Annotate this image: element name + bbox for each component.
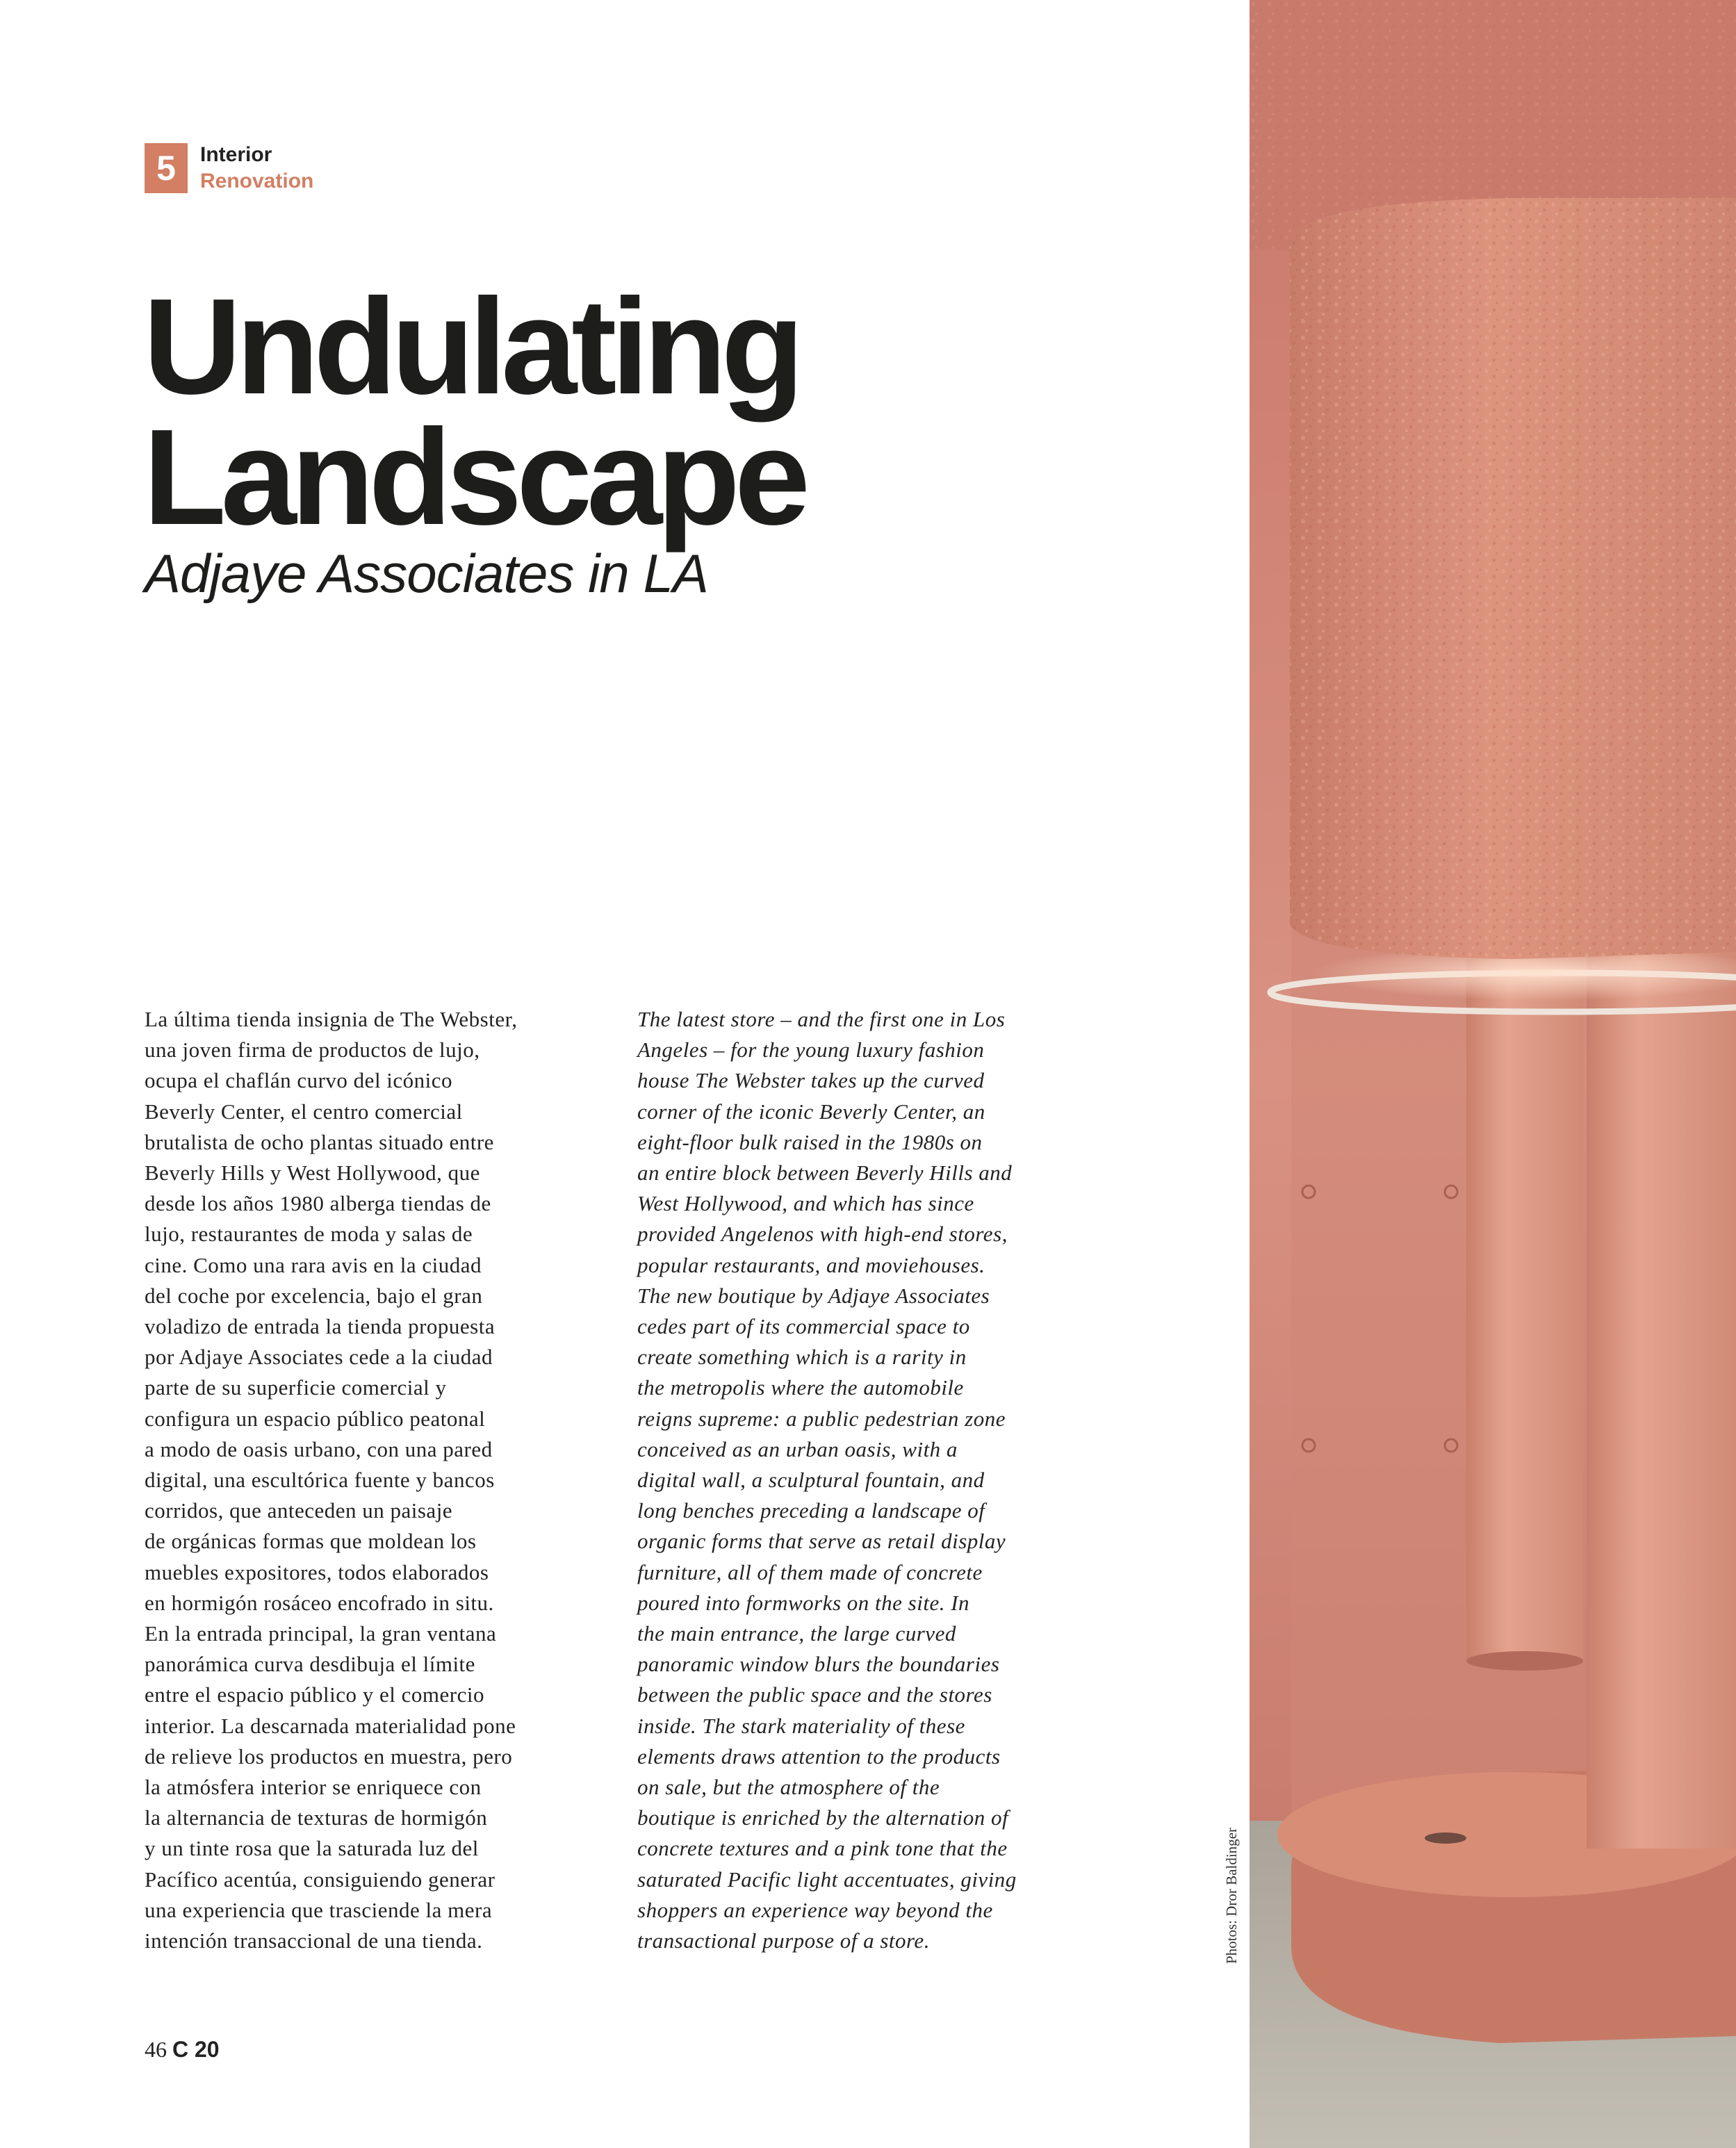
cylinder-texture — [1290, 198, 1736, 959]
interior-photo — [1250, 0, 1736, 2148]
section-label — [200, 142, 313, 195]
body-text-spanish: La última tienda insignia de The Webster, una joven firma de productos de lujo, ocupa el chaflán curvo del icónico Beverly Center, el centro comercial brutalista de ocho plantas situado entre Beverly Hills y West Hollywood, que desde los años 1980 alberga tiendas de lujo, restaurantes de moda y salas de cine. Como una rara avis en la ciudad del coche por excelencia, bajo el gran voladizo de entrada la tienda propuesta por Adjaye Associates cede a la ciudad parte de su superficie comercial y configura un espacio público peatonal a modo de oasis urbano, con una pared digital, una escultórica fuente y bancos corridos, que anteceden un paisaje de orgánicas formas que moldean los muebles expositores, todos elaborados en hormigón rosáceo encofrado in situ. En la entrada principal, la gran ventana panorámica curva desdibuja el límite entre el espacio público y el comercio interior. La descarnada materialidad pone de relieve los productos en muestra, pero la atmósfera interior se enriquece con la alternancia de texturas de hormigón y un tinte rosa que la saturada luz del Pacífico acentúa, consiguiendo generar una experiencia que trasciende la mera intención transaccional de una tienda. — [145, 1007, 518, 1953]
page-folio — [145, 2035, 220, 2063]
back-column-base — [1466, 1651, 1583, 1671]
interior-photo-illustration — [1250, 0, 1736, 2148]
photo-credit: Photos: Dror Baldinger — [1223, 1828, 1240, 1964]
magazine-issue: C 20 — [172, 2037, 220, 2062]
section-number-badge: 5 — [145, 143, 188, 193]
section-subcategory: Renovation — [200, 170, 314, 192]
back-column — [1466, 959, 1583, 1661]
body-text-english: The latest store – and the first one in Los Angeles – for the young luxury fashion house The Webster takes up the curved corner of the iconic Beverly Center, an eight-floor bulk raised in the 1980s on an entire block between Beverly Hills and West Hollywood, and which has since provided Angelenos with high-end stores, popular restaurants, and moviehouses. The new boutique by Adjaye Associates cedes part of its commercial space to create something which is a rarity in the metropolis where the automobile reigns supreme: a public pedestrian zone conceived as an urban oasis, with a digital wall, a sculptural fountain, and long benches preceding a landscape of organic forms that serve as retail display furniture, all of them made of concrete poured into formworks on the site. In the main entrance, the large curved panoramic window blurs the boundaries between the public space and the stores inside. The stark materiality of these elements draws attention to the products on sale, but the atmosphere of the boutique is enriched by the alternation of concrete textures and a pink tone that the saturated Pacific light accentuates, giving shoppers an experience way beyond the transactional purpose of a store. — [637, 1007, 1017, 1953]
article-subtitle: Adjaye Associates in LA — [145, 543, 708, 604]
section-category: Interior — [200, 143, 272, 166]
article-title-line2: Landscape — [143, 401, 805, 553]
fountain-drain — [1425, 1833, 1466, 1844]
front-column — [1587, 945, 1736, 1848]
page-number: 46 — [145, 2037, 167, 2062]
article-title-line1: Undulating — [143, 270, 799, 423]
article-title — [143, 270, 805, 553]
